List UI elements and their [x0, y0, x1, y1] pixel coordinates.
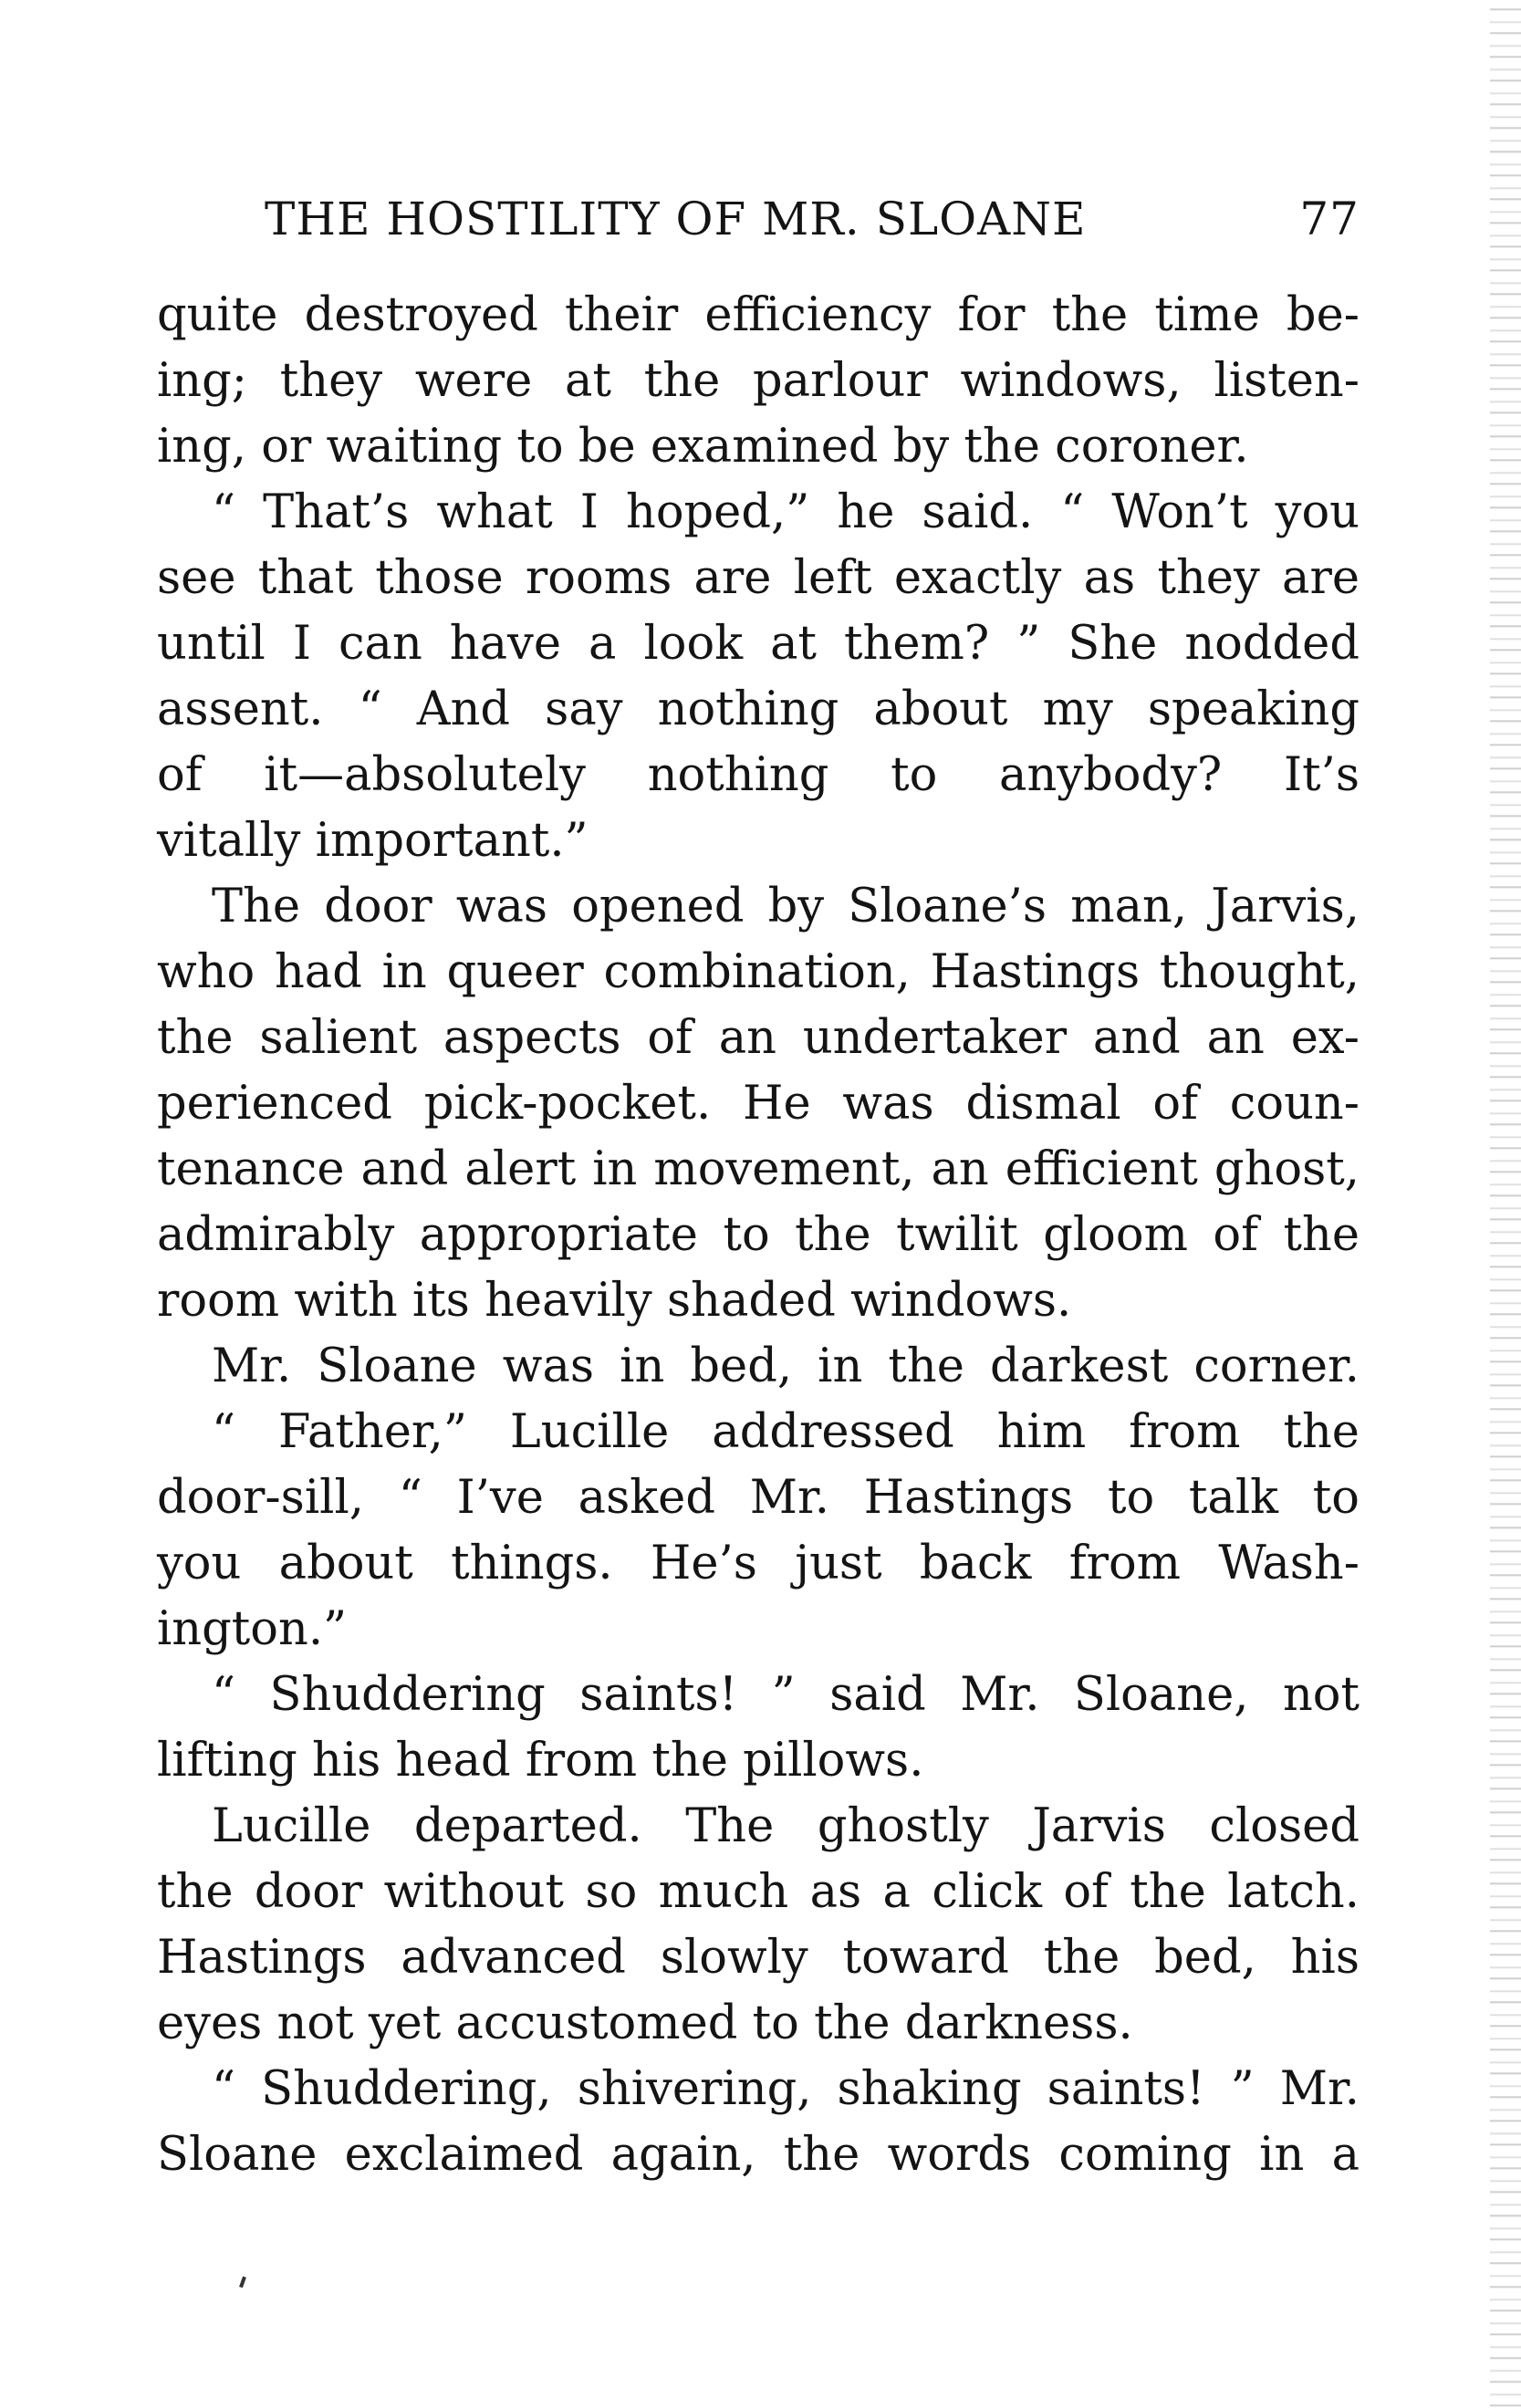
text-line: eyes not yet accustomed to the darkness. [157, 1996, 1133, 2050]
text-line: quite destroyed their efficiency for the time be- [157, 288, 1360, 342]
text-line: ing; they were at the parlour windows, listen- [157, 354, 1360, 408]
text-line: Hastings advanced slowly toward the bed, his [157, 1931, 1360, 1985]
text-line: of it—absolutely nothing to anybody? It’s [157, 748, 1360, 802]
running-header [265, 187, 1360, 251]
page-number: 77 [1299, 193, 1360, 245]
text-line: lifting his head from the pillows. [157, 1734, 924, 1788]
body-text [157, 283, 1360, 2188]
text-line: assent. “ And say nothing about my speaking [157, 683, 1360, 736]
text-line: room with its heavily shaded windows. [157, 1274, 1072, 1328]
text-line: Mr. Sloane was in bed, in the darkest corner. [212, 1340, 1360, 1393]
text-line: admirably appropriate to the twilit gloom of the [157, 1208, 1360, 1262]
text-line: “ Shuddering saints! ” said Mr. Sloane, not [212, 1668, 1360, 1722]
text-line: “ That’s what I hoped,” he said. “ Won’t you [212, 485, 1360, 539]
text-line: “ Father,” Lucille addressed him from the [212, 1405, 1360, 1459]
text-line: the salient aspects of an undertaker and an ex- [157, 1011, 1360, 1065]
text-line: vitally important.” [157, 814, 589, 868]
chapter-title: THE HOSTILITY OF MR. SLOANE [265, 193, 1087, 245]
text-line: the door without so much as a click of the latch. [157, 1865, 1360, 1919]
text-line: see that those rooms are left exactly as they are [157, 551, 1360, 605]
text-line: ington.” [157, 1602, 348, 1656]
text-line: tenance and alert in movement, an efficient ghost, [157, 1142, 1360, 1196]
text-line: “ Shuddering, shivering, shaking saints! ” Mr. [212, 2062, 1360, 2116]
text-line: ing, or waiting to be examined by the coroner. [157, 420, 1249, 474]
text-line: Lucille departed. The ghostly Jarvis closed [212, 1799, 1360, 1853]
text-line: perienced pick-pocket. He was dismal of coun- [157, 1077, 1360, 1131]
text-line: who had in queer combination, Hastings thought, [157, 945, 1360, 999]
ink-speck [239, 2277, 246, 2288]
text-line: Sloane exclaimed again, the words coming in a [157, 2128, 1360, 2182]
text-line: The door was opened by Sloane’s man, Jarvis, [212, 880, 1360, 933]
page-edge-shadow [1490, 0, 1521, 2408]
text-line: door-sill, “ I’ve asked Mr. Hastings to talk to [157, 1471, 1360, 1525]
text-line: you about things. He’s just back from Wash- [157, 1537, 1360, 1590]
text-line: until I can have a look at them? ” She nodded [157, 617, 1360, 671]
